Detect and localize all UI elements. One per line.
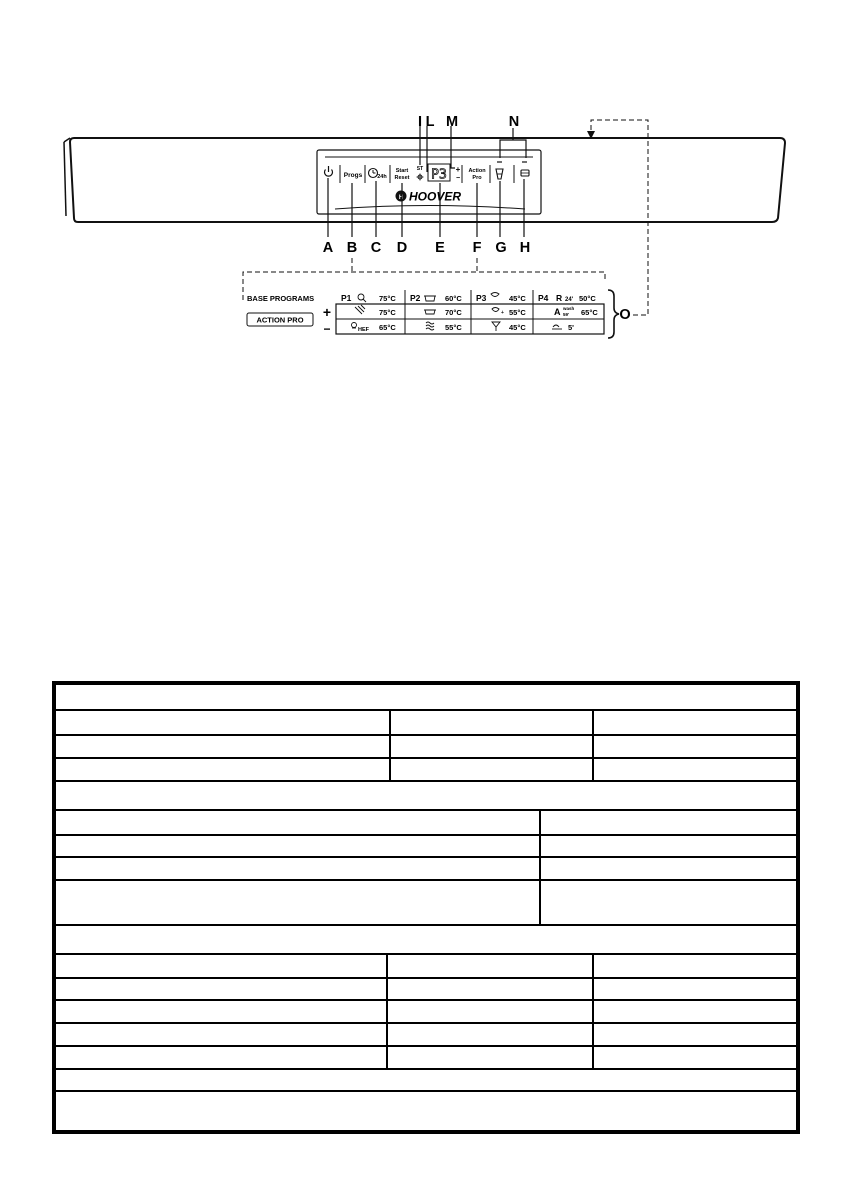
p3-label: P3: [476, 293, 487, 303]
table-frame: [54, 683, 798, 1132]
minus-indicator: −: [455, 175, 461, 182]
progs-button[interactable]: Progs: [343, 172, 363, 179]
salt-indicator-icon: [417, 166, 423, 172]
label-h: H: [519, 240, 531, 256]
eco-icon: [491, 293, 499, 297]
minus-p3-temp: 45°C: [509, 323, 526, 332]
auto-icon: [358, 294, 366, 302]
label-n: N: [508, 114, 520, 130]
action-label[interactable]: Action: [468, 168, 486, 174]
label-m: M: [445, 114, 459, 130]
pot-icon: [424, 296, 436, 301]
pro-label[interactable]: Pro: [472, 175, 482, 181]
label-c: C: [370, 240, 382, 256]
leader-lines: [328, 126, 526, 237]
brand-name: HOOVER: [408, 189, 462, 204]
rapid-icon: [552, 325, 562, 329]
label-l: L: [425, 114, 435, 130]
rinse-aid-indicator-icon: [417, 174, 424, 181]
p1-label: P1: [341, 293, 352, 303]
legend-minus: −: [323, 322, 331, 336]
plus-p4-a: A: [554, 307, 561, 317]
p1-temp: 75°C: [379, 294, 396, 303]
p2-label: P2: [410, 293, 421, 303]
delay-label: 24h: [377, 174, 387, 180]
legend-plus: +: [322, 304, 332, 320]
panel-top-edge: [64, 142, 66, 216]
label-i: I: [417, 114, 423, 130]
p4-label: P4: [538, 293, 549, 303]
label-o: O: [619, 307, 631, 323]
plus-p4-temp: 65°C: [581, 308, 598, 317]
wave-icon: [426, 322, 434, 330]
start-label[interactable]: Start: [395, 168, 409, 174]
svg-text:H: H: [398, 195, 404, 201]
display-readout: P3: [431, 167, 447, 183]
dashed-connectors: [243, 120, 648, 315]
p4-r-time: 24': [565, 297, 574, 303]
minus-p2-temp: 55°C: [445, 323, 462, 332]
svg-text:+: +: [501, 310, 504, 316]
dish-icon: [424, 310, 436, 314]
base-programs-label: BASE PROGRAMS: [247, 294, 315, 303]
label-a: A: [322, 240, 334, 256]
hygiene-icon: [352, 323, 357, 329]
control-strip: [317, 150, 541, 214]
strip-bottom-curve: [335, 206, 525, 210]
p4-temp: 50°C: [579, 294, 596, 303]
minus-p1-hef: HEF: [358, 327, 369, 333]
svg-text:ST: ST: [416, 166, 424, 172]
program-legend: [247, 290, 619, 338]
reset-label[interactable]: Reset: [394, 175, 410, 181]
p3-temp: 45°C: [509, 294, 526, 303]
delay-timer-icon[interactable]: [369, 169, 378, 178]
tablet-icon[interactable]: [521, 170, 529, 176]
label-d: D: [396, 240, 408, 256]
eco-plus-icon: [492, 308, 504, 317]
label-e: E: [435, 240, 445, 256]
power-icon[interactable]: [325, 166, 333, 176]
data-table: [54, 683, 798, 1132]
minus-p1-temp: 65°C: [379, 323, 396, 332]
minus-p4-time: 5': [568, 323, 574, 332]
glass-icon: [492, 322, 500, 331]
plus-indicator: +: [455, 165, 461, 174]
label-g: G: [495, 240, 507, 256]
label-f: F: [472, 240, 482, 256]
plus-p4-a-sup: wash: [563, 306, 575, 311]
intensive-icon: [355, 305, 365, 314]
action-pro-label: ACTION PRO: [256, 315, 304, 325]
brace-icon: [608, 290, 619, 338]
p4-r-label: R: [556, 293, 563, 303]
p2-temp: 60°C: [445, 294, 462, 303]
brand-logo-icon: [396, 191, 407, 202]
label-b: B: [346, 240, 358, 256]
plus-p3-temp: 55°C: [509, 308, 526, 317]
plus-p1-temp: 75°C: [379, 308, 396, 317]
half-load-icon[interactable]: [496, 169, 503, 179]
plus-p4-a-sub: 59': [563, 312, 570, 317]
plus-p2-temp: 70°C: [445, 308, 462, 317]
